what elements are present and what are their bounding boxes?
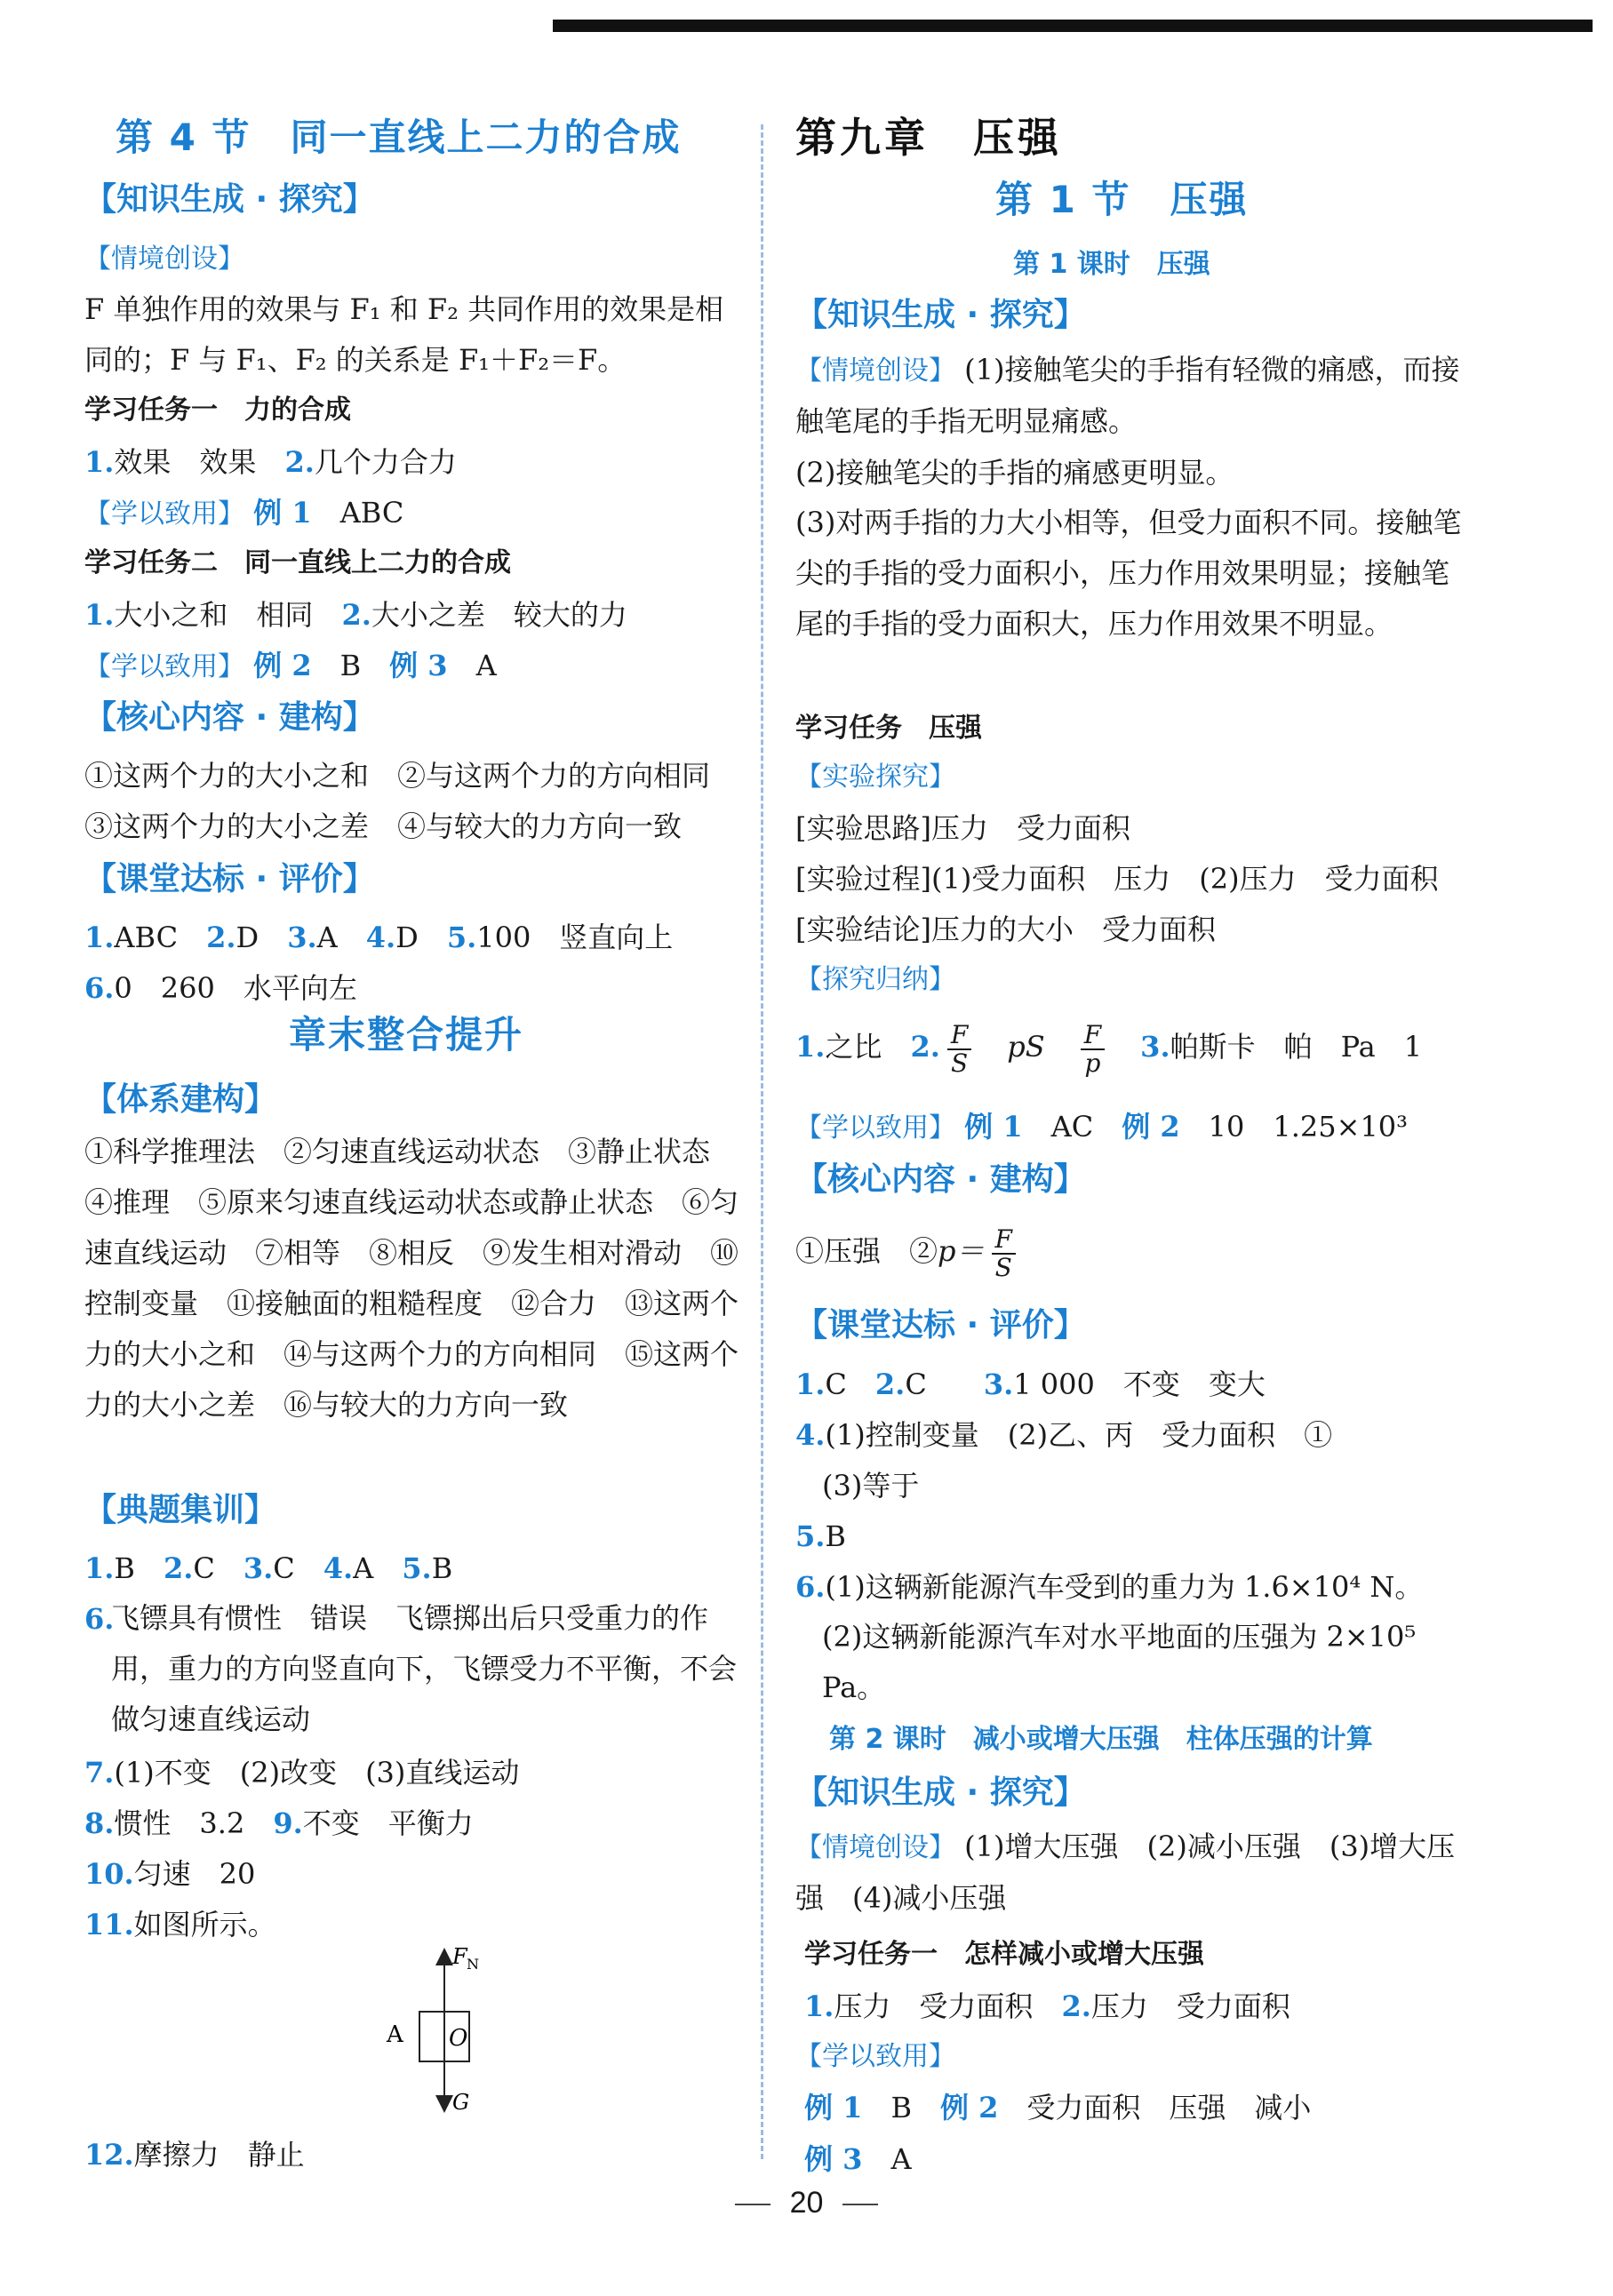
fraction-F-over-S: $\frac{F}{S}$ — [947, 1022, 971, 1077]
label-FN-sub: N — [467, 1956, 479, 1973]
hexin-line-1: ①这两个力的大小之和 ②与这两个力的方向相同 — [84, 759, 711, 793]
shiyan-1: [实验思路]压力 受力面积 — [795, 811, 1130, 845]
ketang-5: 5.B — [795, 1519, 846, 1553]
guina-answers: 1.之比 2. $\frac{F}{S}$ pS $\frac{F}{p}$ 3.帕斯卡 帕 Pa 1 — [795, 1019, 1423, 1078]
section-title: 第 4 节 同一直线上二力的合成 — [116, 116, 682, 159]
heading-ketang: 【课堂达标 · 评价】 — [795, 1307, 1086, 1343]
task-title: 学习任务 压强 — [795, 713, 982, 744]
dianti-q6-number: 6. — [84, 1602, 115, 1636]
shiyan-3: [实验结论]压力的大小 受力面积 — [795, 913, 1216, 946]
tixi-text: ①科学推理法 ②匀速直线运动状态 ③静止状态 ④推理 ⑤原来匀速直线运动状态或静止状态 ⑥匀速直线运动 ⑦相等 ⑧相反 ⑨发生相对滑动 ⑩控制变量 ⑪接触面的粗糙程度 ⑫合力 ⑬这两个力的大小之和 ⑭与这两个力的方向相同 ⑮这两个力的大小之差 ⑯与较大的力方向一致 — [84, 1135, 739, 1422]
column-divider — [761, 124, 763, 2159]
label-FN: F — [452, 1944, 467, 1969]
task-1-answers: 1.压力 受力面积 2.压力 受力面积 — [804, 1989, 1290, 2023]
qingjing-3: (3)对两手指的力大小相等，但受力面积不同。接触笔尖的手指的受力面积小，压力作用效果明显；接触笔尾的手指的受力面积大，压力作用效果不明显。 — [795, 506, 1462, 641]
section-1-title: 第 1 节 压强 — [995, 178, 1249, 221]
heading-zhishi: 【知识生成 · 探究】 — [84, 181, 375, 218]
chapter-review-title: 章末整合提升 — [289, 1013, 524, 1056]
heading-tixi: 【体系建构】 — [84, 1081, 277, 1118]
dianti-q6-answer: 飞镖具有惯性 错误 飞镖掷出后只受重力的作用，重力的方向竖直向下，飞镖受力不平衡，不会做匀速直线运动 — [111, 1601, 738, 1736]
ketang-4: 4.(1)控制变量 (2)乙、丙 受力面积 ① — [795, 1418, 1333, 1452]
task-1-answers: 1.效果 效果 2.几个力合力 — [84, 445, 457, 479]
dianti-q12: 12.摩擦力 静止 — [84, 2138, 305, 2172]
ketang-answers-2: 6.0 260 水平向左 — [84, 971, 357, 1005]
lesson-2-title: 第 2 课时 减小或增大压强 柱体压强的计算 — [829, 1724, 1373, 1755]
ketang-answers-1: 1.ABC 2.D 3.A 4.D 5.100 竖直向上 — [84, 921, 674, 954]
label-G: G — [452, 2090, 470, 2115]
xueyi-2: 【学以致用】 例 2 B 例 3 A — [84, 649, 497, 682]
ketang-1-3: 1.C 2.C 3.1 000 不变 变大 — [795, 1367, 1266, 1401]
heading-hexin: 【核心内容 · 建构】 — [84, 699, 375, 736]
xueyi-1: 【学以致用】 例 1 AC 例 2 10 1.25×10³ — [795, 1110, 1408, 1144]
heading-zhishi: 【知识生成 · 探究】 — [795, 297, 1086, 333]
qingjing-2: (2)接触笔尖的手指的痛感更明显。 — [795, 456, 1234, 490]
tag-guina: 【探究归纳】 — [795, 964, 955, 995]
shiyan-2: [实验过程](1)受力面积 压力 (2)压力 受力面积 — [795, 862, 1439, 896]
qingjing-2-text: 【情境创设】 (1)增大压强 (2)减小压强 (3)增大压强 (4)减小压强 — [795, 1830, 1456, 1915]
qingjing-text: 【情境创设】 (1)接触笔尖的手指有轻微的痛感，而接触笔尾的手指无明显痛感。 — [795, 353, 1460, 438]
hexin-line-2: ③这两个力的大小之差 ④与较大的力方向一致 — [84, 809, 683, 843]
dianti-q11: 11.如图所示。 — [84, 1908, 276, 1941]
ketang-6b: (2)这辆新能源汽车对水平地面的压强为 2×10⁵ Pa。 — [822, 1620, 1417, 1704]
heading-zhishi-2: 【知识生成 · 探究】 — [795, 1774, 1086, 1811]
fraction-F-over-S: $\frac{F}{S}$ — [992, 1226, 1016, 1281]
xueyi-2-answers: 例 1 B 例 2 受力面积 压强 减小 — [804, 2091, 1312, 2125]
qingjing-line-1: F 单独作用的效果与 F₁ 和 F₂ 共同作用的效果是相 — [84, 292, 724, 326]
top-rule — [553, 20, 1593, 32]
dianti-q7: 7.(1)不变 (2)改变 (3)直线运动 — [84, 1756, 520, 1790]
label-O: O — [449, 2025, 468, 2052]
force-diagram — [378, 1937, 511, 2115]
heading-dianti: 【典题集训】 — [84, 1492, 277, 1528]
xueyi-3-answer: 例 3 A — [804, 2142, 912, 2176]
dianti-answers-1: 1.B 2.C 3.C 4.A 5.B — [84, 1551, 453, 1585]
ketang-4b: (3)等于 — [822, 1469, 920, 1503]
page-number: 20 — [0, 2186, 1613, 2220]
lesson-1-title: 第 1 课时 压强 — [1013, 249, 1210, 280]
task-1-title: 学习任务一 力的合成 — [84, 395, 351, 426]
hexin-answers: ①压强 ②p＝ $\frac{F}{S}$ — [795, 1216, 1023, 1287]
xueyi-1: 【学以致用】 例 1 ABC — [84, 496, 404, 530]
tag-xueyi-2: 【学以致用】 — [795, 2041, 955, 2072]
qingjing-line-2: 同的；F 与 F₁、F₂ 的关系是 F₁＋F₂＝F。 — [84, 343, 627, 377]
dianti-q8-q9: 8.惯性 3.2 9.不变 平衡力 — [84, 1806, 474, 1840]
dianti-q10: 10.匀速 20 — [84, 1857, 256, 1891]
fraction-F-over-p: $\frac{F}{p}$ — [1081, 1022, 1105, 1077]
heading-hexin: 【核心内容 · 建构】 — [795, 1161, 1086, 1198]
ketang-6: 6.(1)这辆新能源汽车受到的重力为 1.6×10⁴ N。 — [795, 1570, 1424, 1604]
chapter-title: 第九章 压强 — [795, 114, 1062, 162]
tag-shiyan: 【实验探究】 — [795, 761, 955, 793]
label-A: A — [387, 2021, 403, 2048]
task-2-title: 学习任务二 同一直线上二力的合成 — [84, 547, 511, 578]
heading-ketang: 【课堂达标 · 评价】 — [84, 861, 375, 897]
task-2-answers: 1.大小之和 相同 2.大小之差 较大的力 — [84, 598, 627, 632]
task-1-title: 学习任务一 怎样减小或增大压强 — [804, 1939, 1204, 1970]
tag-qingjing: 【情境创设】 — [84, 243, 244, 275]
